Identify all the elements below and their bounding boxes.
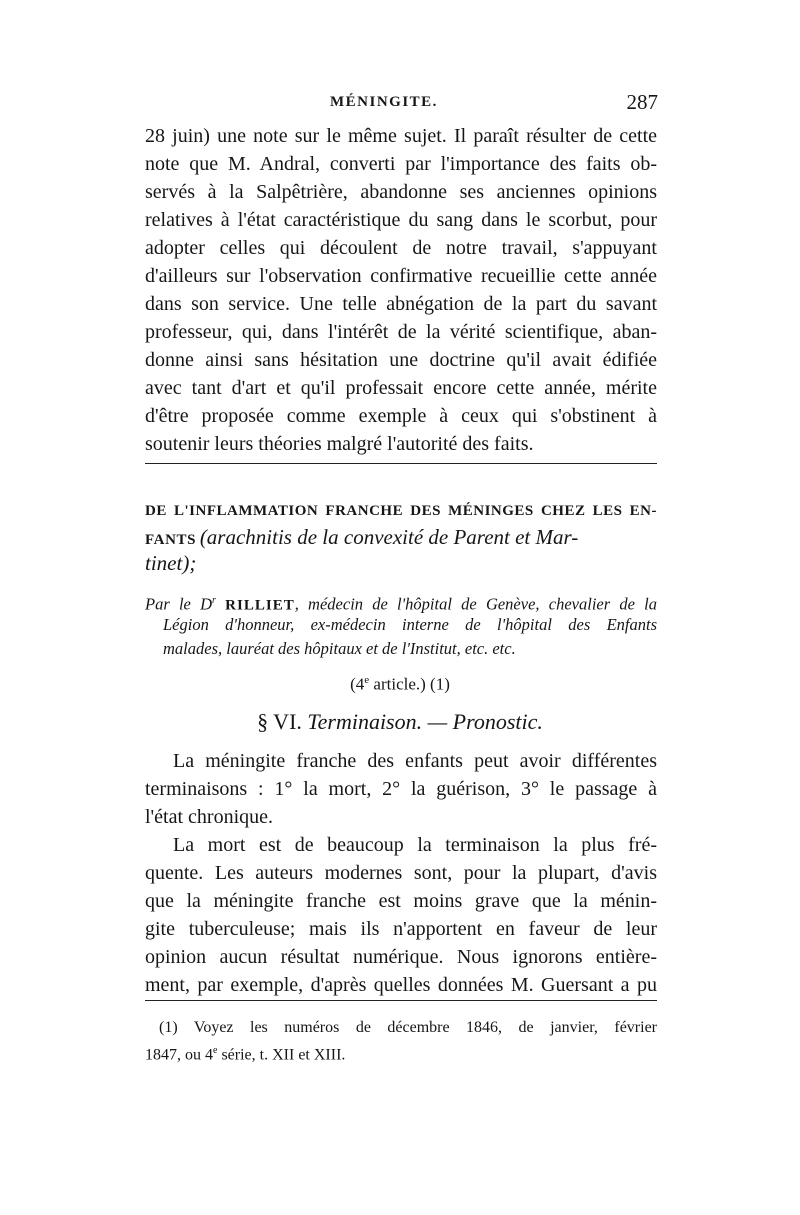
section-heading [0,709,800,735]
text-line: avec tant d'art et qu'il professait encore cette année, mérite [145,377,657,399]
article-title [145,498,657,576]
text-line: servés à la Salpêtrière, abandonne ses anciennes opinions [145,181,657,203]
text-line: adopter celles qui découlent de notre travail, s'appuyant [145,237,657,259]
text-line: l'état chronique. [145,806,273,828]
section-title: Terminaison. — Pronostic. [307,709,543,734]
section-label: § VI. [257,709,302,734]
byline-line: malades, lauréat des hôpitaux et de l'Institut, etc. etc. [163,639,516,658]
text-line: quente. Les auteurs modernes sont, pour la plupart, d'avis [145,862,657,884]
text-line: que la méningite franche est moins grave que la ménin- [145,890,657,912]
body-text-bottom [145,747,657,999]
byline-rest: , médecin de l'hôpital de Genève, chevalier de la [294,594,658,614]
article-number: (4e article.) (1) [350,674,450,694]
running-header [0,90,800,120]
text-line: 28 juin) une note sur le même sujet. Il paraît résulter de cette [145,125,657,147]
article-title-line: DE L'INFLAMMATION FRANCHE DES MÉNINGES CHEZ LES EN- [145,503,657,519]
text-line: professeur, qui, dans l'intérêt de la vérité scientifique, aban- [145,321,657,343]
running-title: MÉNINGITE. [330,94,438,110]
byline-line: Légion d'honneur, ex-médecin interne de l'hôpital des Enfants [163,615,657,634]
text-line: La méningite franche des enfants peut avoir différentes [173,750,657,772]
text-line: note que M. Andral, converti par l'importance des faits ob- [145,153,657,175]
footnote [145,1016,657,1062]
body-text-top [145,122,657,458]
text-line: soutenir leurs théories malgré l'autorité des faits. [145,433,534,455]
double-rule-divider [145,463,657,471]
author-byline [145,589,657,661]
text-line: terminaisons : 1° la mort, 2° la guérison, 3° le passage à [145,778,657,800]
article-title-italic: tinet); [145,551,197,575]
page-number: 287 [626,90,658,114]
byline-prefix: Par le D [145,594,213,614]
byline-prefix-sup: r [212,595,216,606]
article-title-line [145,524,657,550]
article-title-line [145,550,657,576]
article-title-caps: FANTS [145,532,197,548]
footnote-line: (1) Voyez les numéros de décembre 1846, de janvier, février [159,1019,657,1036]
text-line: d'être proposée comme exemple à ceux qui s'obstinent à [145,405,657,427]
text-line: d'ailleurs sur l'observation confirmative recueillie cette année [145,265,657,287]
article-title-italic: (arachnitis de la convexité de Parent et Mar- [199,525,579,549]
text-line: gite tuberculeuse; mais ils n'apportent en faveur de leur [145,918,657,940]
footnote-line: 1847, ou 4e série, t. XII et XIII. [145,1045,346,1064]
footnote-rule [145,1000,657,1001]
text-line: opinion aucun résultat numérique. Nous ignorons entière- [145,946,657,968]
text-line: donne ainsi sans hésitation une doctrine qu'il avait édifiée [145,349,657,371]
author-name: RILLIET [225,597,295,614]
byline-line [145,589,657,613]
text-line: dans son service. Une telle abnégation de la part du savant [145,293,657,315]
text-line: relatives à l'état caractéristique du sang dans le scorbut, pour [145,209,657,231]
text-line: ment, par exemple, d'après quelles données M. Guersant a pu [145,974,657,996]
text-line: La mort est de beaucoup la terminaison la plus fré- [173,834,657,856]
